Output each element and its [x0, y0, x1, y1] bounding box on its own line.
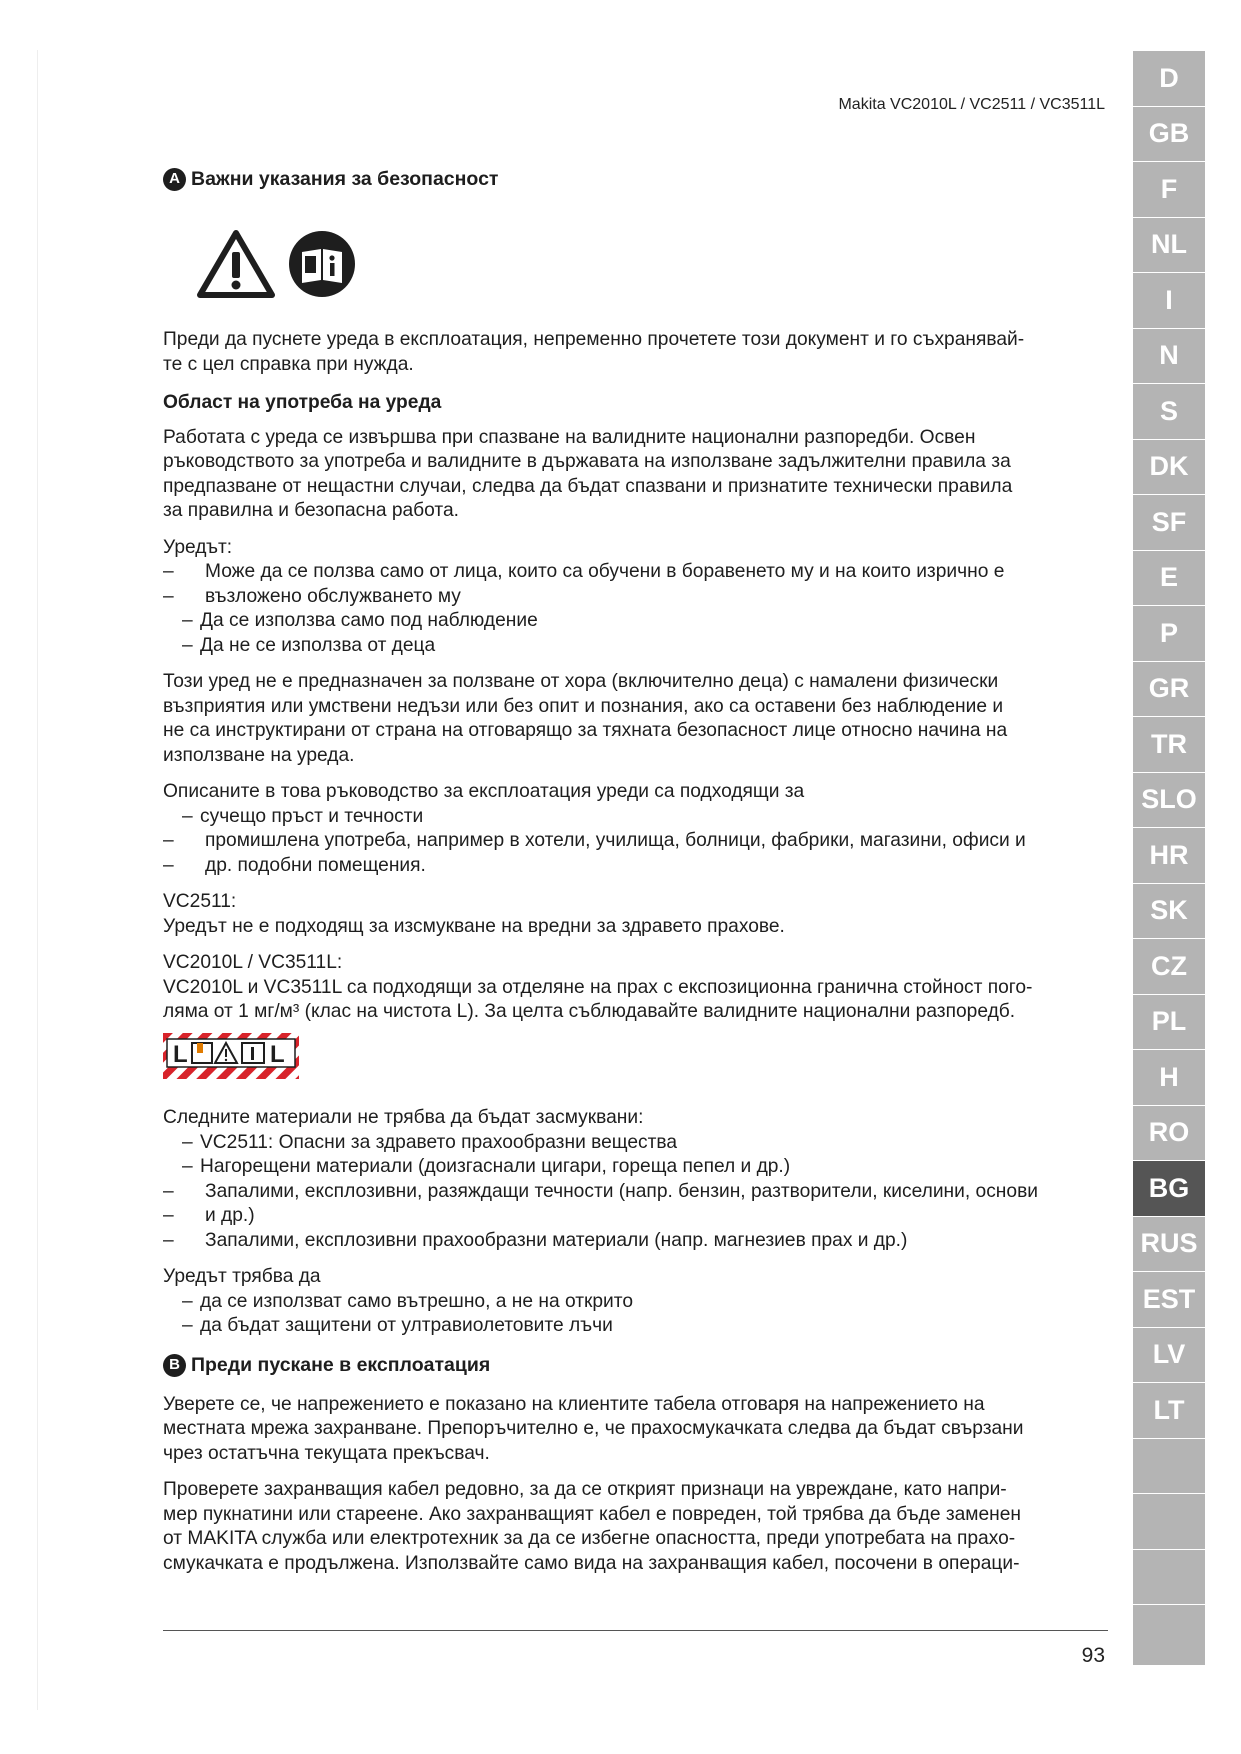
list-item: – промишлена употреба, например в хотели, училища, болници, фабрики, магазини, офиси и: [163, 829, 1113, 854]
list-item: – Запалими, експлозивни прахообразни материали (напр. магнезиев прах и др.): [163, 1229, 1113, 1254]
lang-tab-gr[interactable]: GR: [1133, 662, 1205, 718]
lang-tab-empty: [1133, 1494, 1205, 1550]
vc2010-line: VC2010L и VC3511L са подходящи за отделяне на прах с експозиционна гранична стойност пого-: [163, 976, 1033, 998]
lang-tab-n[interactable]: N: [1133, 329, 1205, 385]
usage-area-heading: Област на употреба на уреда: [163, 392, 442, 413]
list-item: – да бъдат защитени от ултравиолетовите лъчи: [163, 1314, 1113, 1339]
lang-tab-d[interactable]: D: [1133, 51, 1205, 107]
footer-divider: [163, 1630, 1108, 1631]
usage-text-line: за правилна и безопасна работа.: [163, 500, 459, 521]
usage-text-line: ръководството за употреба и валидните в държавата на използване задължителни правила за: [163, 451, 1011, 472]
lang-tab-est[interactable]: EST: [1133, 1272, 1205, 1328]
section-b-text-line: Проверете захранващия кабел редовно, за да се открият признаци на увреждане, като напри-: [163, 1479, 1007, 1500]
device-label: Уредът:: [163, 536, 233, 558]
lang-tab-h[interactable]: H: [1133, 1050, 1205, 1106]
section-b-text-line: чрез остатъчна текущата прекъсвач.: [163, 1442, 490, 1464]
lang-tab-s[interactable]: S: [1133, 384, 1205, 440]
must-intro: Уредът трябва да: [163, 1266, 321, 1287]
section-a-badge: A: [163, 168, 186, 191]
lang-tab-cz[interactable]: CZ: [1133, 939, 1205, 995]
lang-tab-rus[interactable]: RUS: [1133, 1217, 1205, 1273]
list-item-continuation: – и др.): [163, 1204, 1113, 1229]
dust-class-l-label: [163, 1033, 299, 1079]
vc2010-line: ляма от 1 мг/м³ (клас на чистота L). За целта съблюдавайте валидните национални разпоредб.: [163, 1001, 1016, 1022]
prohibited-list: [163, 1131, 1113, 1254]
section-b-badge: B: [163, 1354, 186, 1377]
section-b-text-line: Уверете се, че напрежението е показано на клиентите табела отговаря на напрежението на: [163, 1393, 985, 1415]
lang-tab-empty: [1133, 1550, 1205, 1606]
vc2010-label: VC2010L / VC3511L:: [163, 952, 343, 973]
section-a-heading: [163, 164, 1113, 194]
not-intended-line: Този уред не е предназначен за ползване от хора (включително деца) с намалени физически: [163, 671, 999, 692]
section-b-text-line: мер пукнатини или стареене. Ако захранващият кабел е повреден, той трябва да бъде заменен: [163, 1503, 1022, 1525]
lang-tab-pl[interactable]: PL: [1133, 995, 1205, 1051]
must-list: [163, 1290, 1113, 1339]
list-item: – да се използват само вътрешно, а не на открито: [163, 1290, 1113, 1315]
device-list: [163, 560, 1113, 658]
list-item-continuation: – др. подобни помещения.: [163, 854, 1113, 879]
intro-line-2: те с цел справка при нужда.: [163, 353, 414, 375]
section-b-text-line: от MAKITA служба или електротехник за да се избегне опасността, преди употребата на прахо-: [163, 1528, 1016, 1549]
list-item: – Да не се използва от деца: [163, 634, 1113, 659]
described-list: [163, 805, 1113, 879]
list-item: – Запалими, експлозивни, разяждащи течности (напр. бензин, разтворители, киселини, основи: [163, 1180, 1113, 1205]
lang-tab-dk[interactable]: DK: [1133, 440, 1205, 496]
lang-tab-sf[interactable]: SF: [1133, 495, 1205, 551]
vc2511-label: VC2511:: [163, 891, 237, 912]
section-a-title: Важни указания за безопасност: [191, 167, 499, 190]
list-item: – VC2511: Опасни за здравето прахообразни вещества: [163, 1131, 1113, 1156]
intro-line-1: Преди да пуснете уреда в експлоатация, непременно прочетете този документ и го съхранявай-: [163, 329, 1025, 350]
not-intended-line: не са инструктирани от страна на отговарящо за тяхната безопасност лице относно начина на: [163, 720, 1008, 741]
lang-tab-tr[interactable]: TR: [1133, 717, 1205, 773]
lang-tab-lv[interactable]: LV: [1133, 1328, 1205, 1384]
not-intended-line: възприятия или умствени недъзи или без опит и познания, ако са оставени без наблюдение и: [163, 695, 1004, 717]
section-b-text-line: смукачката е продължена. Използвайте само вида на захранващия кабел, посочени в операци-: [163, 1552, 1020, 1574]
warning-triangle-icon: [196, 228, 276, 300]
lang-tab-sk[interactable]: SK: [1133, 884, 1205, 940]
language-tabs: [1133, 51, 1205, 1665]
vc2511-text: Уредът не е подходящ за изсмукване на вредни за здравето прахове.: [163, 915, 785, 937]
section-b-heading: [163, 1351, 1113, 1381]
lang-tab-bg[interactable]: BG: [1133, 1161, 1205, 1217]
lang-tab-e[interactable]: E: [1133, 551, 1205, 607]
lang-tab-nl[interactable]: NL: [1133, 218, 1205, 274]
list-item: – сучещо пръст и течности: [163, 805, 1113, 830]
lang-tab-i[interactable]: I: [1133, 273, 1205, 329]
lang-tab-slo[interactable]: SLO: [1133, 773, 1205, 829]
described-intro: Описаните в това ръководство за експлоатация уреди са подходящи за: [163, 781, 805, 802]
safety-icons: [196, 228, 1113, 300]
page-number: 93: [1081, 1644, 1105, 1667]
header-model-line: Makita VC2010L / VC2511 / VC3511L: [838, 96, 1105, 113]
lang-tab-empty: [1133, 1439, 1205, 1495]
usage-text-line: предпазване от нещастни случаи, следва да бъдат спазвани и признатите технически правила: [163, 475, 1013, 497]
lang-tab-ro[interactable]: RO: [1133, 1106, 1205, 1162]
list-item: – Може да се ползва само от лица, които са обучени в боравенето му и на които изрично е: [163, 560, 1113, 585]
lang-tab-hr[interactable]: HR: [1133, 828, 1205, 884]
section-b-text-line: местната мрежа захранване. Препоръчително е, че прахосмукачката следва да бъдат свързани: [163, 1418, 1024, 1439]
list-item: – Да се използва само под наблюдение: [163, 609, 1113, 634]
usage-text-line: Работата с уреда се извършва при спазване на валидните национални разпоредби. Освен: [163, 426, 976, 448]
section-b-title: Преди пускане в експлоатация: [191, 1354, 491, 1377]
svg-text:L: L: [173, 1040, 188, 1068]
prohibited-intro: Следните материали не трябва да бъдат засмуквани:: [163, 1107, 644, 1128]
svg-text:L: L: [270, 1040, 285, 1068]
not-intended-line: използване на уреда.: [163, 744, 355, 766]
list-item: – Нагорещени материали (доизгаснали цигари, гореща пепел и др.): [163, 1155, 1113, 1180]
read-manual-icon: [288, 230, 356, 298]
lang-tab-empty: [1133, 1605, 1205, 1665]
lang-tab-f[interactable]: F: [1133, 162, 1205, 218]
page-edge-line: [37, 50, 38, 1710]
lang-tab-gb[interactable]: GB: [1133, 107, 1205, 163]
lang-tab-lt[interactable]: LT: [1133, 1383, 1205, 1439]
list-item-continuation: – възложено обслужването му: [163, 585, 1113, 610]
main-content: [163, 164, 1113, 1576]
lang-tab-p[interactable]: P: [1133, 606, 1205, 662]
